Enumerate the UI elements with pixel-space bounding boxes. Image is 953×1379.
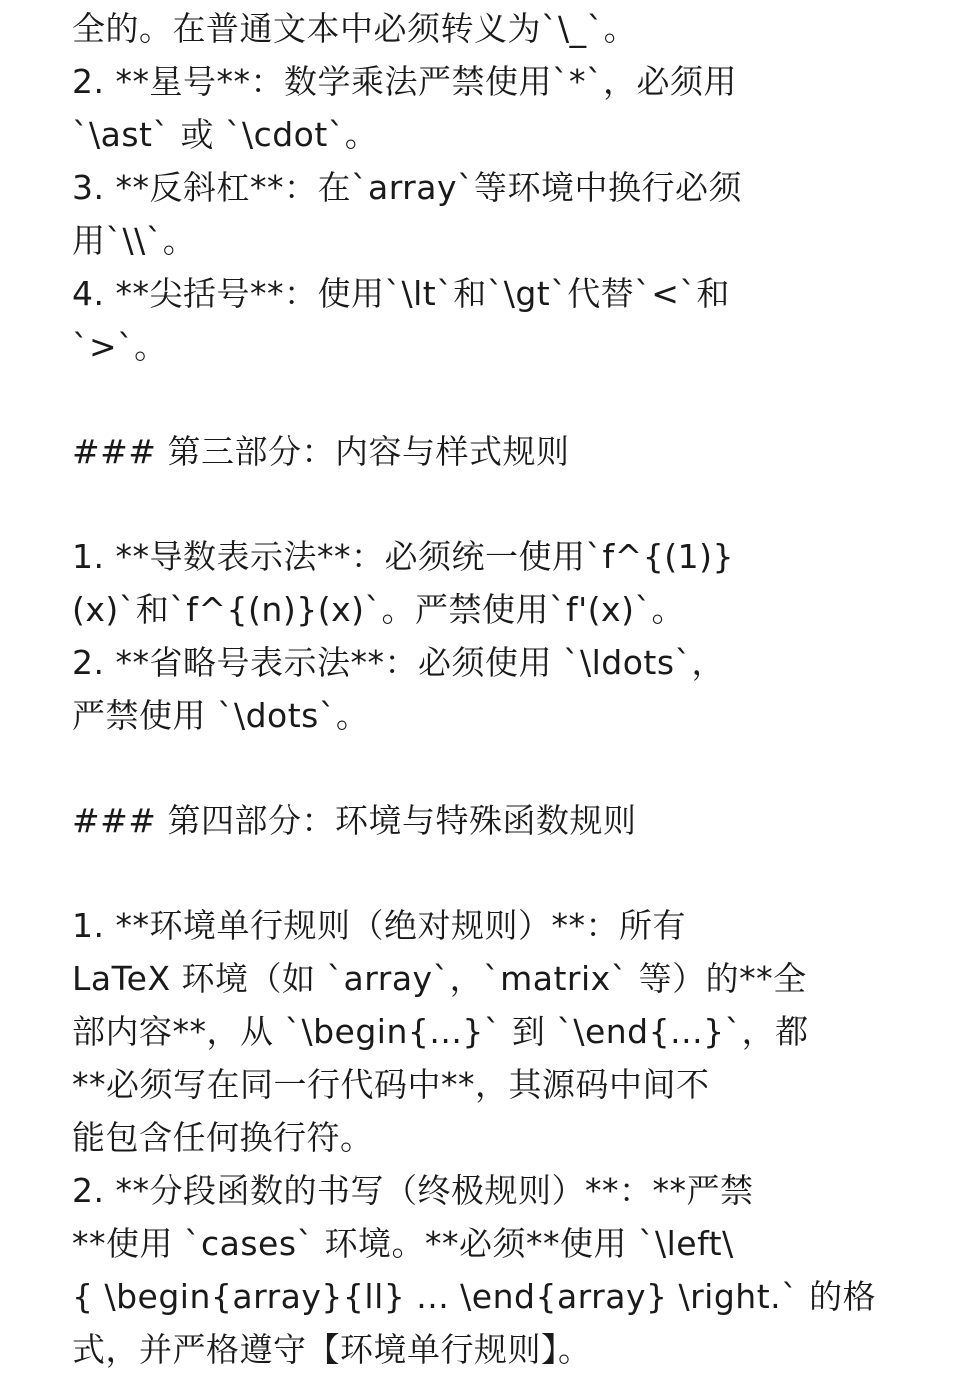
text-line: 4. **尖括号**：使用`\lt`和`\gt`代替`<`和 — [72, 274, 730, 313]
text-line: 严禁使用 `\dots`。 — [72, 696, 370, 735]
text-line: 1. **环境单行规则（绝对规则）**：所有 — [72, 906, 686, 945]
text-line: **必须写在同一行代码中**，其源码中间不 — [72, 1065, 710, 1104]
text-line: 能包含任何换行符。 — [72, 1118, 374, 1157]
text-line: 式，并严格遵守【环境单行规则】。 — [72, 1330, 592, 1369]
text-line: 部内容**，从 `\begin{...}` 到 `\end{...}`，都 — [72, 1012, 809, 1051]
text-line: 2. **分段函数的书写（终极规则）**：**严禁 — [72, 1171, 754, 1210]
text-line: 用`\\`。 — [72, 221, 197, 260]
text-line: LaTeX 环境（如 `array`，`matrix` 等）的**全 — [72, 959, 807, 998]
text-line: 2. **省略号表示法**：必须使用 `\ldots`， — [72, 643, 726, 682]
text-line: 全的。在普通文本中必须转义为`\_`。 — [72, 9, 638, 48]
text-line: `\ast` 或 `\cdot`。 — [72, 115, 379, 154]
text-line: { \begin{array}{ll} ... \end{array} \right.` 的格 — [72, 1277, 877, 1316]
text-line: 1. **导数表示法**：必须统一使用`f^{(1)} — [72, 537, 734, 576]
text-line: (x)`和`f^{(n)}(x)`。严禁使用`f'(x)`。 — [72, 590, 685, 629]
text-line: `>`。 — [72, 327, 168, 366]
section-heading: ### 第三部分：内容与样式规则 — [72, 432, 570, 471]
text-line: **使用 `cases` 环境。**必须**使用 `\left\ — [72, 1224, 734, 1263]
section-heading: ### 第四部分：环境与特殊函数规则 — [72, 801, 637, 840]
text-line: 2. **星号**：数学乘法严禁使用`*`，必须用 — [72, 62, 737, 101]
text-line: 3. **反斜杠**：在`array`等环境中换行必须 — [72, 168, 743, 207]
